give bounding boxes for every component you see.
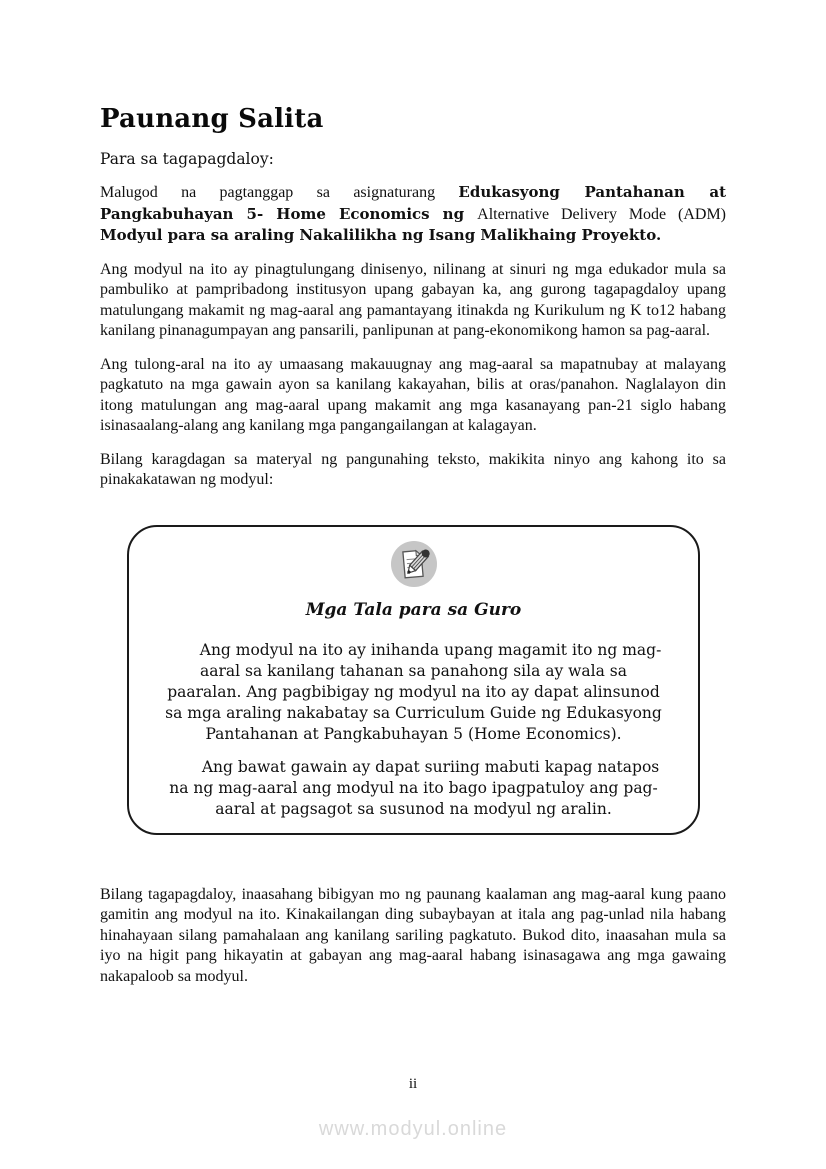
paragraph-design: Ang modyul na ito ay pinagtulungang dinisenyo, nilinang at sinuri ng mga edukador mula sa pambuliko at pampribadong institusyon upang gabayan ka, ang gurong tagapagdaloy upang matulungang makamit ng mag-aaral ang pamantayang itinakda ng Kurikulum ng K to12 habang kanilang pinanagumpayan ang pansarili, panlipunan at pang-ekonomikong hamon sa pag-aaral.	[100, 260, 726, 339]
watermark-text: www.modyul.online	[318, 1118, 508, 1140]
paragraph-intro-box: Bilang karagdagan sa materyal ng pangunahing teksto, makikita ninyo ang kahong ito sa pinakakatawan ng modyul:	[100, 450, 726, 488]
page-number: ii	[408, 1076, 418, 1092]
paragraph-welcome-pre: Malugod na pagtanggap sa asignaturang	[100, 184, 459, 201]
paragraph-closing: Bilang tagapagdaloy, inaasahang bibigyan mo ng paunang kaalaman ang mag-aaral kung paano gamitin ang modyul na ito. Kinakailangan ding subaybayan at itala ang pag-unlad nila habang hinahayaan silang pamahalaan ang kanilang sariling pagkatuto. Bukod dito, inaasahan mula sa iyo na higit pang hikayatin at gabayan ang mag-aaral habang isinasagawa ang mga gawaing nakapaloob sa modyul.	[100, 885, 726, 985]
teacher-note-box	[127, 525, 700, 835]
paragraph-welcome-subject: Edukasyong Pantahanan at Pangkabuhayan 5- Home Economics ng	[100, 183, 727, 223]
note-box-heading: Mga Tala para sa Guro	[305, 599, 522, 620]
notepad-pencil-icon-svg	[390, 540, 438, 588]
note-box-paragraph-1: Ang modyul na ito ay inihanda upang magamit ito ng mag-aaral sa kanilang tahanan sa panahong sila ay wala sa paaralan. Ang pagbibigay ng modyul na ito ay dapat alinsunod sa mga araling nakabatay sa Curriculum Guide ng Edukasyong Pantahanan at Pangkabuhayan 5 (Home Economics).	[165, 640, 662, 743]
paragraph-welcome-mid: Alternative Delivery Mode (ADM)	[477, 205, 726, 223]
page-title: Paunang Salita	[100, 104, 324, 134]
paragraph-welcome	[100, 182, 726, 247]
notepad-pencil-icon	[390, 540, 438, 588]
note-box-paragraph-2: Ang bawat gawain ay dapat suriing mabuti kapag natapos na ng mag-aaral ang modyul na ito bago ipagpatuloy ang pag-aaral at pagsagot sa susunod na modyul ng aralin.	[169, 757, 660, 818]
salutation-line: Para sa tagapagdaloy:	[100, 150, 274, 168]
paragraph-aim: Ang tulong-aral na ito ay umaasang makauugnay ang mag-aaral sa mapatnubay at malayang pagkatuto na mga gawain ayon sa kanilang kakayahan, bilis at oras/panahon. Naglalayon din itong matulungan ang mag-aaral upang makamit ang mga kasanayang pan-21 siglo habang isinasaalang-alang ang kanilang mga pangangailangan at kalagayan.	[100, 355, 726, 434]
paragraph-welcome-module-title: Modyul para sa araling Nakalilikha ng Isang Malikhaing Proyekto.	[100, 226, 662, 244]
